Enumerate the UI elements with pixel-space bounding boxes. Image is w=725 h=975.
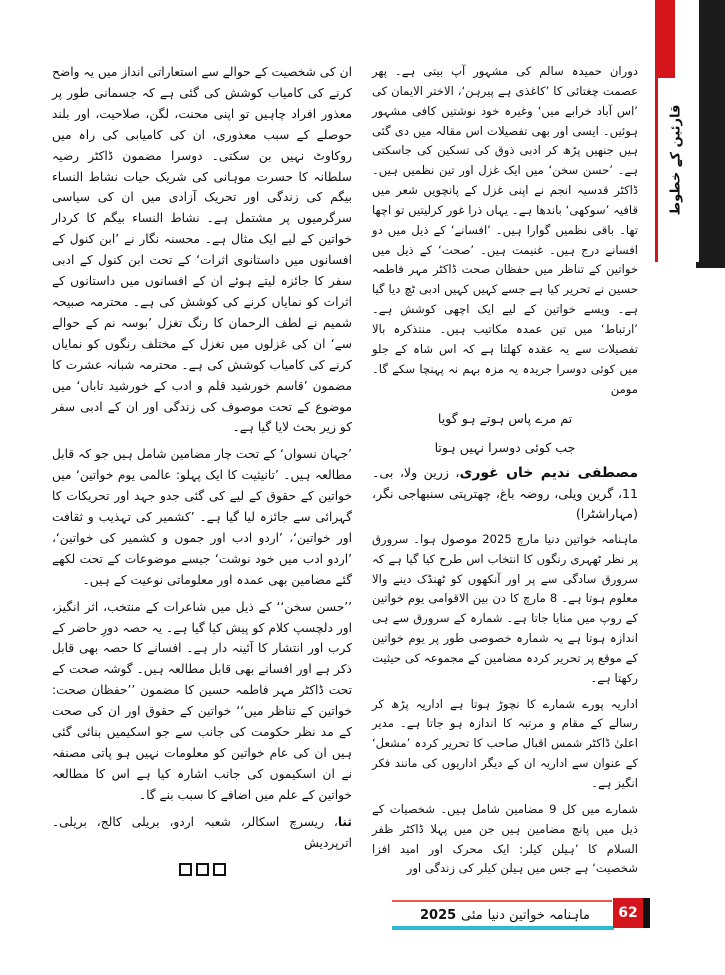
verse-line (372, 434, 638, 461)
paragraph: اداریہ پورے شمارے کا نچوڑ ہوتا ہے اداریہ پڑھ کر رسالے کے مقام و مرتبہ کا اندازہ ہو جاتا ہے۔ مدیر اعلیٰ ڈاکٹر شمس اقبال صاحب کا تحریر کردہ ’مشعل‘ کے عنوان سے اداریہ ان کے دیگر اداریوں کی مانند فکر انگیز ہے۔ (372, 696, 638, 790)
text-column-left (52, 62, 352, 882)
paragraph: ’’حسن سخن‘‘ کے ذیل میں شاعرات کے منتخب، اثر انگیز، اور دلچسپ کلام کو پیش کیا گیا ہے۔ یہ حصہ دورِ حاضر کے کرب اور انتشار کا آئینہ دار ہے۔ افسانے کا حصہ بھی قابل ذکر ہے اور افسانے بھی قابل مطالعہ ہیں۔ گوشہ صحت کے تحت ڈاکٹر مہر فاطمہ حسین کا مضمون ’’حفظان صحت: خواتین کے تناظر میں‘‘ خواتین کے حقوق اور ان کی صحت کے مد نظر حکومت کی جانب سے جو اسکیمیں بنائی گئی ہیں ان کی عام خواتین کو معلومات نہیں ہو پاتی مصنفہ نے ان اسکیموں کی جانب اشارہ کیا ہے اس کا مطالعہ خواتین کے علم میں اضافے کا سبب بنے گا۔ (52, 599, 352, 802)
end-square-icon (213, 863, 226, 876)
paragraph: ان کی شخصیت کے حوالے سے استعاراتی انداز میں یہ واضح کرنے کی کامیاب کوشش کی گئی ہے کہ جسمانی طور پر معذور افراد چاہیں تو اپنی محنت، لگن، صلاحیت، اور بلند حوصلے کے سبب معذوری، ان کی کامیابی کی راہ میں روکاوٹ نہیں بن سکتی۔ دوسرا مضمون ڈاکٹر رضیہ سلطانہ کا حسرت موہانی کی شریک حیات نشاط النساء بیگم کی زندگی اور تحریک آزادی میں ان کی سیاسی سرگرمیوں پر مشتمل ہے۔ نشاط النساء بیگم کا کردار خواتین کے لیے ایک مثال ہے۔ محسنہ نگار نے ’ابن کنول کے افسانوں میں داستانوی اثرات‘ کے تحت ابن کنول کے ادبی سفر کا جائزہ لیتے ہوئے ان کے افسانوں میں داستانوں کے اثرات کو نمایاں کرنے کی کوشش کی ہے۔ محترمہ صبیحہ شمیم نے لطف الرحمان کا رنگ تغزل ’بوسہ نم کے حوالے سے‘ ان کی غزلوں میں تغزل کے مختلف رنگوں کو نمایاں کرنے کی کامیاب کوشش کی ہے۔ محترمہ شبانہ عشرت کا مضمون ’قاسم خورشید قلم و ادب کے خورشید تاباں‘ میں موضوع کے تحت موصوف کی زندگی اور ان کے ادبی سفر کو زیر بحث لایا گیا ہے۔ (52, 65, 352, 435)
contributor-address: ، زرین ولا، بی۔11، گرین ویلی، روضہ باغ، چھترپتی سنبھاجی نگر، (مہاراشٹرا) (372, 465, 638, 522)
paragraph: ’جہان نسواں‘ کے تحت چار مضامین شامل ہیں جو کہ قابل مطالعہ ہیں۔ ’تانیثیت کا ایک پہلو: عالمی یوم خواتین‘ میں خواتین کے حقوق کے لیے کی گئی جدو جہد اور تحریکات کا گہرائی سے جائزہ لیا گیا ہے۔ ’کشمیر کی تہذیب و ثقافت اور خواتین‘، ’اردو ادب اور جموں و کشمیر کی خواتین‘، ’اردو ادب میں خود نوشت‘ جیسے موضوعات کے تحت لکھے گئے مضامین بھی عمدہ اور معلوماتی نوعیت کے ہیں۔ (52, 447, 352, 587)
verse-line (372, 405, 638, 432)
end-mark (52, 862, 352, 883)
footer-text (420, 903, 590, 927)
section-title-text: قارئین کے خطوط (668, 104, 683, 216)
page-number: 62 (613, 898, 643, 928)
verse-text: جب کوئی دوسرا نہیں ہوتا (434, 440, 576, 456)
contributor-name: مصطفی ندیم خاں غوری (459, 465, 638, 482)
end-square-icon (179, 863, 192, 876)
paragraph: ماہنامہ خواتین دنیا مارچ 2025 موصول ہوا۔ سرورق پر نظر ٹھہری رنگوں کا انتخاب اس طرح کیا گیا ہے کہ سرورق سادگی سے پر اور آنکھوں کو ٹھنڈک دینے والا معلوم ہوتا ہے۔ 8 مارچ کا دن بین الاقوامی یوم خواتین کے روپ میں منایا جاتا ہے۔ شمارہ کے سرورق سے ہی اندازہ ہوتا ہے یہ شمارہ خصوصی طور پر یوم خواتین کے موقع پر تحریر کردہ مضامین کے مجموعہ کی حیثیت رکھتا ہے۔ (372, 531, 638, 685)
verse-text: تم مرے پاس ہوتے ہو گویا (437, 411, 573, 427)
end-square-icon (196, 863, 209, 876)
paragraph: دوران حمیدہ سالم کی مشہور آپ بیتی ہے۔ پھر عصمت چغتائی کا ’کاغذی ہے پیرہن‘، الاختر الایمان کی ’اس آباد خرابے میں‘ وغیرہ خود نوشتیں کافی مشہور ہوئیں۔ ایسی اور بھی تفصیلات اس مقالہ میں دی گئی ہیں جنھیں پڑھ کر ادبی ذوق کی تسکین کی جاسکتی ہے۔ ’حسن سخن‘ میں ایک غزل اور تین نظمیں ہیں۔ ڈاکٹر قدسیہ انجم نے اپنی غزل کے پانچویں شعر میں قافیہ ’سوکھی‘ باندھا ہے۔ یہاں ذرا غور کرلیتیں تو اچھا تھا۔ باقی نظمیں گوارا ہیں۔ ’افسانے‘ کے ذیل میں دو افسانے درج ہیں۔ غنیمت ہیں۔ ’صحت‘ کے ذیل میں خواتین کے تناظر میں حفظان صحت ڈاکٹر مہر فاطمہ حسین نے تحریر کیا ہے جسے کہیں کہیں ادبی ٹچ دیا گیا ہے۔ ویسے خواتین کے لیے ایک اچھی کوشش ہے۔ ’ارتباط‘ میں تین عمدہ مکاتیب ہیں۔ منتذکرہ بالا تفصیلات سے یہ عقدہ کھلتا ہے کہ اس شاہ کے جلو میں کوئی دوسرا جریدہ یہ مزہ بہم نہ پہنچا سکے گا۔ مومن (372, 64, 638, 396)
signature-details: ، ریسرچ اسکالر، شعبہ اردو، بریلی کالج، بریلی۔ اترپردیش (52, 814, 352, 850)
contributor-line (372, 463, 638, 524)
footer-magazine: ماہنامہ خواتین دنیا (487, 907, 590, 923)
side-band-dark (696, 0, 725, 268)
paragraph: شمارے میں کل 9 مضامین شامل ہیں۔ شخصیات کے ذیل میں پانچ مضامین ہیں جن میں پہلا ڈاکٹر ظفر السلام کا ’ہیلن کیلر: ایک محرک اور امید افزا شخصیت‘ ہے جس میں ہیلن کیلر کی زندگی اور (372, 801, 638, 876)
text-column-right (372, 62, 638, 885)
footer-block (643, 898, 650, 928)
signature-line (52, 812, 352, 854)
signature-name: ثنا (337, 814, 352, 829)
footer-month: مئی (461, 907, 483, 923)
section-title (655, 60, 696, 260)
footer-year: 2025 (420, 907, 457, 923)
